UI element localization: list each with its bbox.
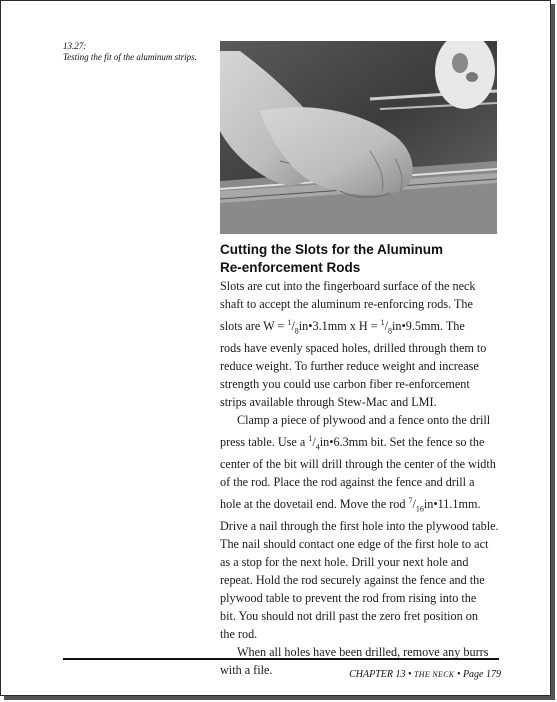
- caption-text: Testing the fit of the aluminum strips.: [63, 52, 197, 62]
- photo-illustration: [220, 41, 497, 234]
- heading-line-1: Cutting the Slots for the Aluminum: [220, 242, 443, 257]
- footer-page-number: Page 179: [462, 669, 501, 680]
- figure-caption: [63, 41, 203, 63]
- text-line: strength you could use carbon fiber re-enforcement: [220, 377, 470, 392]
- fraction-numerator: 1: [287, 317, 292, 327]
- text-line: rods have evenly spaced holes, drilled through them to: [220, 341, 487, 356]
- text-line: reduce weight. To further reduce weight and increase: [220, 359, 479, 374]
- caption-number: 13.27:: [63, 41, 87, 51]
- text-line: bit. You should not drill past the zero fret position on: [220, 608, 478, 623]
- footer-section: THE NECK: [414, 670, 455, 679]
- text-line: slots are W =: [220, 318, 288, 333]
- text-line: in•11.1mm.: [423, 497, 481, 512]
- paragraph-1: Slots are cut into the fingerboard surface of the neck shaft to accept the aluminum re-enforcing rods. The slots are $W = ^1/_8in•3.1mm$ x $H = ^1/_8in•9.5mm$. The rods have evenly spaced holes, drilled through them to reduce weight. To further reduce weight and increase strength you could use carbon fiber re-enforcement strips available through Stew-Mac and LMI.: [220, 279, 487, 409]
- text-line: Clamp a piece of plywood and a fence onto the drill: [237, 412, 491, 427]
- text-line: of the rod. Place the rod against the fence and drill a: [220, 475, 475, 490]
- text-line: in•9.5mm. The: [392, 318, 465, 333]
- body-text: [220, 278, 502, 680]
- text-line: plywood table to prevent the rod from rising into the: [220, 591, 477, 605]
- footer-separator: •: [405, 669, 415, 680]
- section-heading: [220, 241, 510, 277]
- footer-separator: •: [454, 669, 463, 680]
- fraction-numerator: 1: [380, 317, 385, 327]
- text-line: When all holes have been drilled, remove any burrs: [237, 644, 489, 659]
- fraction-denominator: 16: [415, 504, 424, 514]
- photo-hands-on-fingerboard: [220, 41, 497, 234]
- text-line: center of the bit will drill through the center of the width: [220, 457, 496, 472]
- text-line: shaft to accept the aluminum re-enforcing rods. The: [220, 296, 473, 311]
- fraction-denominator: 8: [294, 326, 299, 336]
- fraction-numerator: 7: [408, 495, 413, 505]
- paragraph-2: Clamp a piece of plywood and a fence onto the drill press table. Use a $^1/_4in•6.3mm$ bit. Set the fence so the center of the bit will drill through the center of the width of the rod. Place the rod against the fence and drill a hole at the dovetail end. Move the rod $^7/_{16}in•11.1mm$. Drive a nail through the first hole into the plywood table. The nail should contact one edge of the first hole to act as a stop for the next hole. Drill your next hole and repeat. Hold the rod securely against the fence and the plywood table to prevent the rod from rising into the bit. You should not drill past the zero fret position on the rod.: [220, 412, 499, 641]
- footer-rule: [63, 658, 499, 660]
- text-line: as a stop for the next hole. Drill your next hole and: [220, 555, 469, 570]
- text-line: hole at the dovetail end. Move the rod: [220, 497, 409, 512]
- text-line: in•3.1mm x H =: [298, 318, 381, 333]
- text-line: Slots are cut into the fingerboard surface of the neck: [220, 279, 476, 293]
- footer-chapter: CHAPTER 13: [349, 669, 406, 680]
- fraction-denominator: 8: [388, 326, 393, 336]
- text-line: press table. Use a: [220, 434, 309, 449]
- fraction-denominator: 4: [315, 442, 320, 452]
- text-line: in•6.3mm bit. Set the fence so the: [319, 434, 485, 449]
- text-line: the rod.: [220, 626, 258, 641]
- text-line: with a file.: [220, 662, 273, 677]
- text-line: repeat. Hold the rod securely against the fence and the: [220, 573, 485, 588]
- heading-line-2: Re-enforcement Rods: [220, 260, 361, 275]
- text-line: The nail should contact one edge of the first hole to act: [220, 537, 489, 552]
- page-footer: [301, 669, 501, 680]
- fraction-numerator: 1: [308, 433, 313, 443]
- text-line: Drive a nail through the first hole into the plywood table.: [220, 519, 499, 534]
- text-line: strips available through Stew-Mac and LMI.: [220, 394, 437, 409]
